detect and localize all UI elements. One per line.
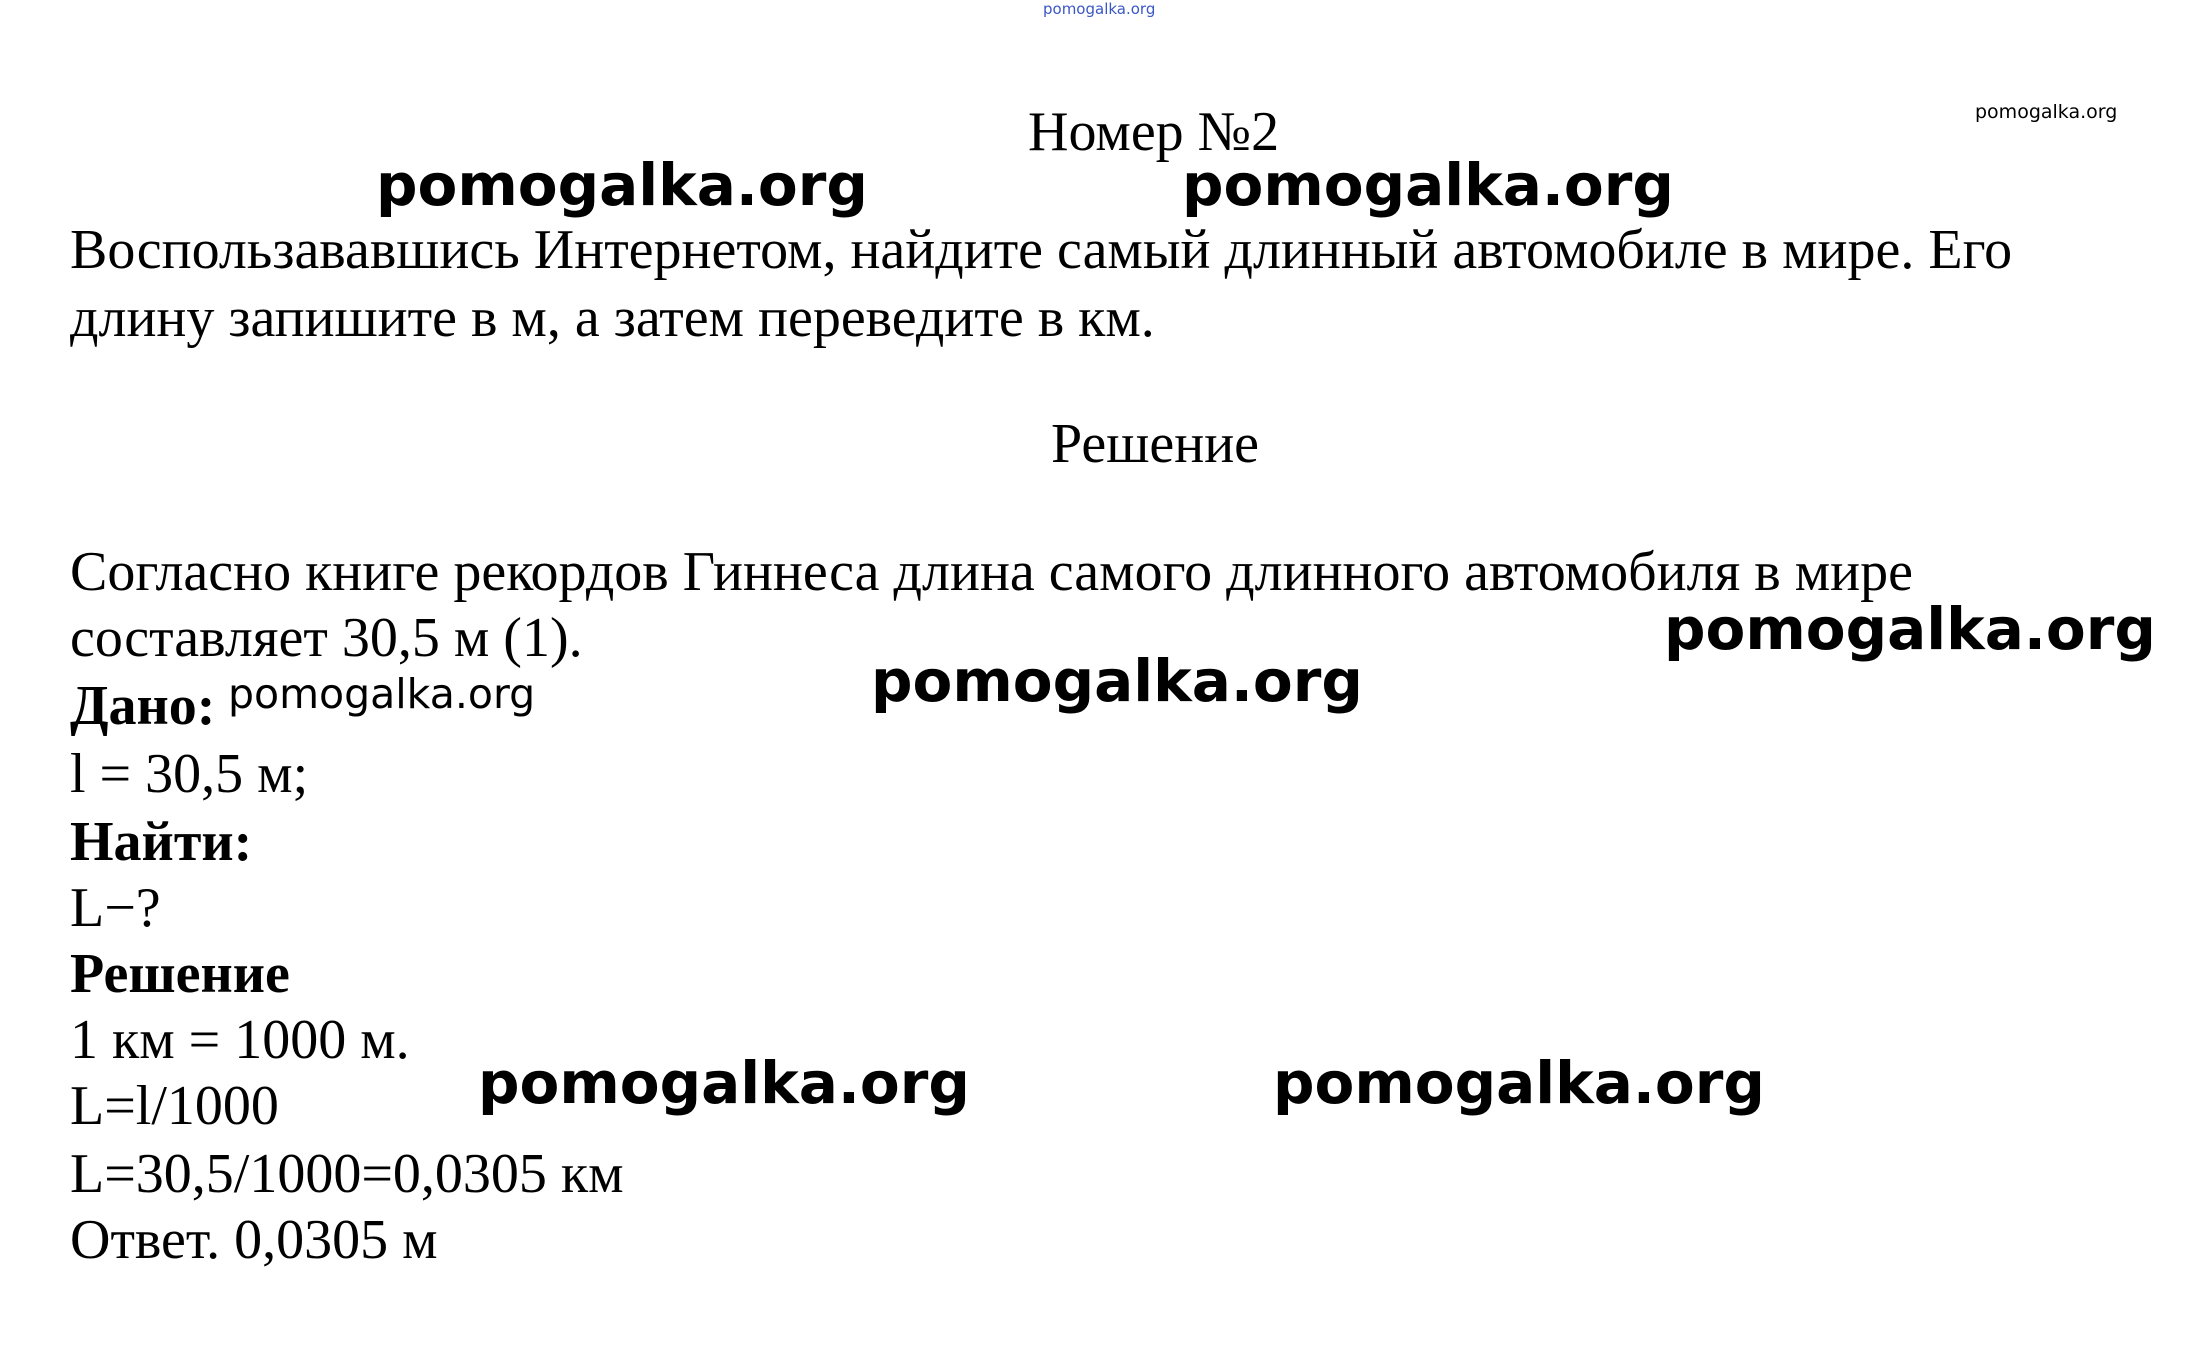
watermark-top-right: pomogalka.org bbox=[1975, 101, 2118, 123]
solution-step-2: L=l/1000 bbox=[70, 1075, 279, 1137]
page-title: Номер №2 bbox=[1028, 101, 1280, 163]
given-label: Дано: bbox=[70, 675, 216, 737]
answer-text-line-2: составляет 30,5 м (1). bbox=[70, 607, 583, 669]
final-answer: Ответ. 0,0305 м bbox=[70, 1209, 438, 1271]
solution-step-1: 1 км = 1000 м. bbox=[70, 1009, 410, 1071]
solution-step-3: L=30,5/1000=0,0305 км bbox=[70, 1143, 624, 1205]
watermark-top-center: pomogalka.org bbox=[1043, 0, 1156, 18]
given-value: l = 30,5 м; bbox=[70, 743, 309, 805]
find-label: Найти: bbox=[70, 811, 253, 873]
find-value: L−? bbox=[70, 877, 161, 939]
answer-text-line-1: Согласно книге рекордов Гиннеса длина самого длинного автомобиля в мире bbox=[70, 541, 1913, 603]
watermark-big-4: pomogalka.org bbox=[871, 647, 1363, 715]
task-text-line-1: Воспользававшись Интернетом, найдите самый длинный автомобиле в мире. Его bbox=[70, 219, 2013, 281]
solution-label: Решение bbox=[70, 943, 290, 1005]
watermark-big-1: pomogalka.org bbox=[376, 151, 868, 219]
task-text-line-2: длину запишите в м, а затем переведите в км. bbox=[70, 287, 1155, 349]
watermark-big-5: pomogalka.org bbox=[478, 1049, 970, 1117]
watermark-big-6: pomogalka.org bbox=[1273, 1049, 1765, 1117]
solution-heading: Решение bbox=[1051, 413, 1260, 475]
watermark-mid-1: pomogalka.org bbox=[228, 670, 536, 718]
watermark-big-3: pomogalka.org bbox=[1664, 595, 2156, 663]
watermark-big-2: pomogalka.org bbox=[1182, 151, 1674, 219]
